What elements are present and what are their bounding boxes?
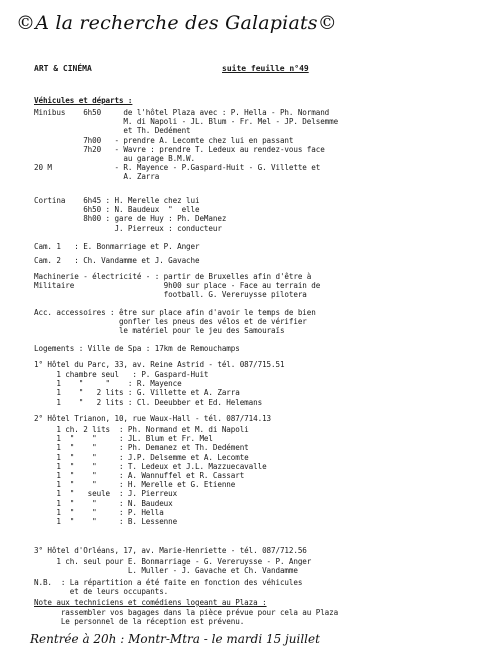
accessoires-line: gonfler les pneus des vélos et de vérifier <box>34 317 307 327</box>
note-line: Le personnel de la réception est prévenu. <box>34 617 245 627</box>
cortina-line: Cortina 6h45 : H. Merelle chez lui <box>34 196 200 205</box>
minibus-line: au garage B.M.W. <box>34 154 195 164</box>
cortina-line: 8h00 : gare de Huy : Ph. DeManez <box>34 214 227 224</box>
minibus-line: A. Zarra <box>34 172 160 182</box>
room-line: 1 " " : Ph. Demanez et Th. Dedément <box>34 443 249 453</box>
room-line: 1 " seule : J. Pierreux <box>34 489 178 499</box>
note-block <box>34 608 338 626</box>
machinerie-line: Machinerie - électricité - : partir de Bruxelles afin d'être à <box>34 272 312 281</box>
room-line: 1 ch. 2 lits : Ph. Normand et M. di Napoli <box>34 425 249 434</box>
room-line: 1 ch. seul pour E. Bonmarriage - G. Vereruysse - P. Anger <box>34 557 312 566</box>
room-line: 1 chambre seul : P. Gaspard-Huit <box>34 370 209 379</box>
camera-line: Cam. 1 : E. Bonmarriage et P. Anger <box>34 242 200 251</box>
hotel-trianon-rooms <box>34 425 267 526</box>
minibus-line: 7h20 - Wavre : prendre T. Ledeux au rendez-vous face <box>34 144 325 154</box>
hotel-trianon-title: 2° Hôtel Trianon, 10, rue Waux-Hall - tél. 087/714.13 <box>34 414 272 423</box>
hotel-parc-rooms <box>34 370 262 407</box>
minibus-line: et Th. Dedément <box>34 126 191 136</box>
minibus-line: M. di Napoli - JL. Blum - Fr. Mel - JP. Delsemme <box>34 117 339 127</box>
nb-line: et de leurs occupants. <box>34 587 169 597</box>
camera-line: Cam. 2 : Ch. Vandamme et J. Gavache <box>34 256 200 265</box>
cortina-line: J. Pierreux : conducteur <box>34 223 222 233</box>
camera-block <box>34 240 199 268</box>
room-line: 1 " " : P. Hella <box>34 507 164 517</box>
room-line: 1 " " : T. Ledeux et J.L. Mazzuecavalle <box>34 461 267 471</box>
accessoires-line: Acc. accessoires : être sur place afin d'avoir le temps de bien <box>34 308 316 317</box>
nb-line: N.B. : La répartition a été faite en fonction des véhicules <box>34 578 303 587</box>
room-line: 1 " " : A. Wannuffel et R. Cassart <box>34 471 245 481</box>
minibus-line: 20 M - R. Mayence - P.Gaspard-Huit - G. Villette et <box>34 163 321 173</box>
header-left: ART & CINÉMA <box>34 64 92 73</box>
machinerie-line: Militaire 9h00 sur place - Face au terrain de <box>34 281 321 291</box>
room-line: 1 " " : R. Mayence <box>34 379 182 389</box>
cortina-line: 6h50 : N. Baudeux " elle <box>34 205 200 215</box>
note-line: rassembler vos bagages dans la pièce prévue pour cela au Plaza <box>34 608 339 617</box>
room-line: 1 " " : JL. Blum et Fr. Mel <box>34 434 213 444</box>
accessoires-block <box>34 308 316 336</box>
note-title: Note aux techniciens et comédiens logeant au Plaza : <box>34 598 267 607</box>
room-line: 1 " 2 lits : G. Villette et A. Zarra <box>34 388 240 398</box>
handwritten-note: Rentrée à 20h : Montr-Mtra - le mardi 15 juillet <box>30 632 320 646</box>
copyright-watermark: ©A la recherche des Galapiats© <box>16 12 337 34</box>
minibus-line: 7h00 - prendre A. Lecomte chez lui en passant <box>34 135 294 145</box>
hotel-orleans-rooms <box>34 557 311 575</box>
hotel-parc-title: 1° Hôtel du Parc, 33, av. Reine Astrid - tél. 087/715.51 <box>34 360 285 369</box>
hotel-orleans-title: 3° Hôtel d'Orléans, 17, av. Marie-Henriette - tél. 087/712.56 <box>34 546 307 555</box>
header-right: suite feuille n°49 <box>222 64 309 73</box>
room-line: 1 " " : N. Baudeux <box>34 498 173 508</box>
vehicules-title: Véhicules et départs : <box>34 96 133 105</box>
machinerie-line: football. G. Vereruysse pilotera <box>34 290 307 300</box>
accessoires-line: le matériel pour le jeu des Samouraïs <box>34 326 285 336</box>
room-line: L. Muller - J. Gavache et Ch. Vandamme <box>34 566 298 576</box>
room-line: 1 " " : J.P. Delsemme et A. Lecomte <box>34 452 249 462</box>
logements-title: Logements : Ville de Spa : 17km de Remouchamps <box>34 344 240 353</box>
machinerie-block <box>34 272 320 300</box>
room-line: 1 " " : H. Merelle et G. Etienne <box>34 480 236 490</box>
nb-block <box>34 578 302 596</box>
minibus-block <box>34 108 338 182</box>
room-line: 1 " 2 lits : Cl. Deeubber et Ed. Helemans <box>34 397 263 407</box>
minibus-line: Minibus 6h50 de l'hôtel Plaza avec : P. Hella - Ph. Normand <box>34 108 330 117</box>
room-line: 1 " " : B. Lessenne <box>34 517 178 527</box>
cortina-block <box>34 196 226 233</box>
